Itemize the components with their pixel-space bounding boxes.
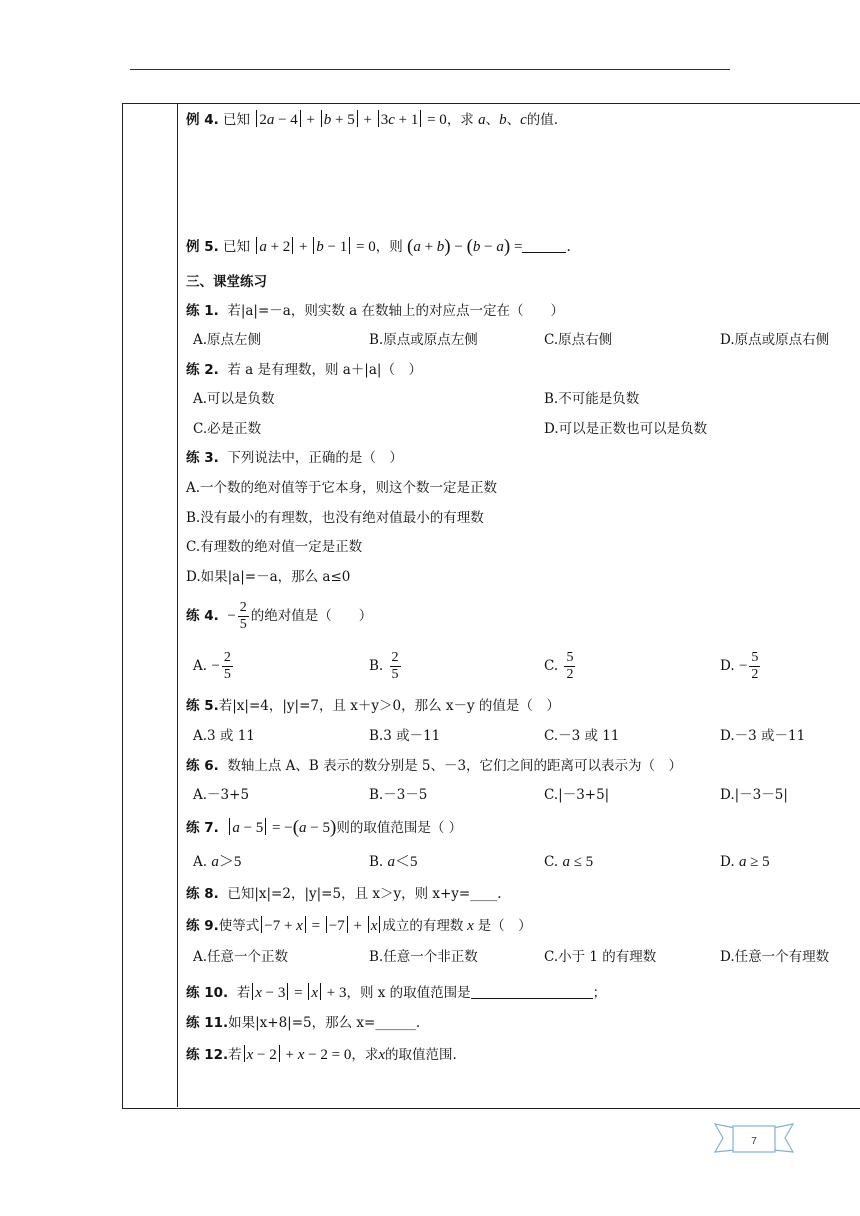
exercise-7-option-b: B. a＜5 [369,854,418,870]
exercise-4-option-c: C. $\frac{5}{2}$ [544,650,574,682]
section-heading: 三、课堂练习 [186,274,267,290]
exercise-5-option-b: B.3 或－11 [369,728,441,744]
exercise-4: 练 4. − $\frac{2}{5}$ 的绝对值是（ ） [186,600,373,632]
example-5-equation: a + 2 + b − 1 = 0 [254,239,375,255]
exercise-10-equation: x − 3 = x + 3 [250,985,346,1001]
exercise-9-option-a: A.任意一个正数 [193,949,289,965]
ribbon-icon [713,1120,795,1156]
exercise-4-option-a: A. − $\frac{2}{5}$ [193,650,231,682]
exercise-11: 练 11.如果|x+8|=5，那么 x=______. [186,1015,421,1031]
page-number: 7 [751,1136,757,1147]
example-4-equation: 2a − 4 + b + 5 + 3c + 1 = 0 [254,112,446,128]
exercise-6-option-b: B.－3－5 [369,787,428,803]
exercise-1-option-d: D.原点或原点右侧 [720,332,830,348]
exercise-9-option-c: C.小于 1 的有理数 [544,949,657,965]
table-column-divider [177,103,178,1107]
exercise-3-option-b: B.没有最小的有理数，也没有绝对值最小的有理数 [186,510,484,526]
page-number-badge [713,1120,795,1160]
header-rule [130,69,730,70]
exercise-2-option-d: D.可以是正数也可以是负数 [544,421,708,437]
exercise-1-option-b: B.原点或原点左侧 [369,332,478,348]
exercise-9: 练 9.使等式 −7 + x = −7 + x 成立的有理数 x 是（ ） [186,918,532,934]
exercise-1-option-c: C.原点右侧 [544,332,613,348]
answer-blank [522,242,566,253]
exercise-6-option-d: D.|－3－5| [720,787,788,803]
exercise-9-option-d: D.任意一个有理数 [720,949,830,965]
exercise-7-option-d: D. a ≥ 5 [720,854,770,870]
exercise-7: 练 7. a − 5 = −(a − 5)则的取值范围是（ ） [186,817,463,838]
exercise-5-option-d: D.－3 或－11 [720,728,806,744]
exercise-4-option-b: B. $\frac{2}{5}$ [369,650,399,682]
exercise-2-option-a: A.可以是负数 [193,391,275,407]
example-5-expression: (a + b) − (b − a) = [407,236,523,257]
exercise-2: 练 2. 若 a 是有理数，则 a＋|a|（ ） [186,362,422,378]
exercise-6: 练 6. 数轴上点 A、B 表示的数分别是 5、－3，它们之间的距离可以表示为（ ） [186,758,683,774]
exercise-1-option-a: A.原点左侧 [193,332,262,348]
exercise-3: 练 3. 下列说法中，正确的是（ ） [186,450,403,466]
exercise-9-equation: −7 + x = −7 + x [259,918,382,934]
example-4: 例 4. 已知 2a − 4 + b + 5 + 3c + 1 = 0，求 a、b、c的值. [186,112,559,128]
exercise-3-option-a: A.一个数的绝对值等于它本身，则这个数一定是正数 [186,480,498,496]
exercise-5: 练 5.若|x|=4，|y|=7，且 x＋y＞0，那么 x－y 的值是（ ） [186,698,560,714]
exercise-9-option-b: B.任意一个非正数 [369,949,478,965]
exercise-2-option-b: B.不可能是负数 [544,391,640,407]
exercise-12-equation: x − 2 + x − 2 = 0 [242,1047,352,1063]
fraction: $\frac{2}{5}$ [239,600,247,632]
exercise-1: 练 1. 若|a|=－a，则实数 a 在数轴上的对应点一定在（ ） [186,303,564,319]
exercise-12: 练 12.若 x − 2 + x − 2 = 0，求x的取值范围. [186,1047,457,1063]
exercise-5-option-a: A.3 或 11 [193,728,255,744]
exercise-3-option-c: C.有理数的绝对值一定是正数 [186,539,363,555]
exercise-6-option-a: A.－3+5 [193,787,250,803]
exercise-8: 练 8. 已知|x|=2，|y|=5，且 x＞y，则 x+y=____. [186,886,502,902]
exercise-5-option-c: C.－3 或 11 [544,728,620,744]
exercise-4-option-d: D. − $\frac{5}{2}$ [720,650,759,682]
answer-blank [471,988,593,999]
exercise-7-equation: a − 5 = −(a − 5) [227,820,336,836]
exercise-6-option-c: C.|－3+5| [544,787,610,803]
exercise-7-option-a: A. a＞5 [193,854,242,870]
example-5: 例 5. 已知 a + 2 + b − 1 = 0，则 (a + b) − (b − a) = . [186,236,571,257]
exercise-3-option-d: D.如果|a|=－a，那么 a≤0 [186,569,351,585]
exercise-2-option-c: C.必是正数 [193,421,262,437]
exercise-10: 练 10. 若 x − 3 = x + 3，则 x 的取值范围是 ； [186,985,607,1001]
exercise-7-option-c: C. a ≤ 5 [544,854,594,870]
